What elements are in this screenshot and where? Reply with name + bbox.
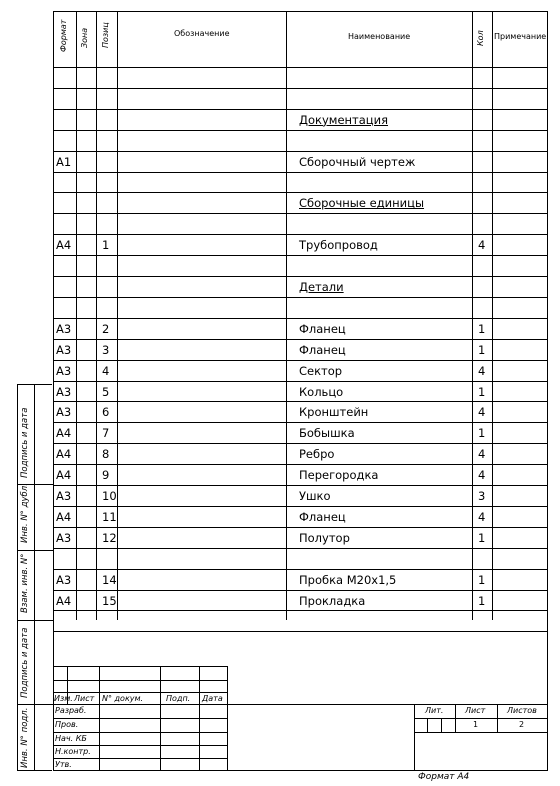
col-divider-pos	[117, 11, 118, 620]
row-quantity: 4	[478, 509, 486, 524]
row-position: 9	[102, 468, 110, 483]
tb-sign: Подп.	[166, 694, 191, 703]
tb-row-line-4	[53, 758, 227, 759]
table-row-line	[53, 464, 548, 465]
table-row-line	[53, 109, 548, 110]
row-quantity: 1	[478, 530, 486, 545]
row-position: 12	[102, 530, 117, 545]
table-row-line	[53, 527, 548, 528]
row-quantity: 1	[478, 384, 486, 399]
binding-strip-divider	[34, 384, 35, 771]
tb-razrab: Разраб.	[55, 706, 87, 715]
row-quantity: 4	[478, 405, 486, 420]
tb-sheet: Лист	[465, 706, 486, 715]
table-row-line	[53, 401, 548, 402]
row-format: А3	[56, 405, 72, 420]
side-label-inv-dubl: Инв. N° дубл.	[20, 483, 30, 543]
table-row-line	[53, 548, 548, 549]
row-name: Ребро	[299, 447, 335, 462]
row-name: Прокладка	[299, 593, 366, 608]
row-format: А4	[56, 238, 72, 253]
row-name: Перегородка	[299, 468, 379, 483]
table-row-line	[53, 318, 548, 319]
tb-rev-line-3	[53, 692, 227, 693]
table-row-line	[53, 569, 548, 570]
table-row-line	[53, 192, 548, 193]
row-format: А3	[56, 321, 72, 336]
row-name: Фланец	[299, 321, 346, 336]
side-label-vzam-inv: Взам. инв. N°	[20, 553, 30, 613]
row-name: Трубопровод	[299, 238, 378, 253]
tb-izm: Изм.	[54, 694, 73, 703]
header-name: Наименование	[348, 32, 411, 41]
row-quantity: 1	[478, 342, 486, 357]
tb-col-list	[99, 666, 100, 771]
tb-list: Лист	[74, 694, 95, 703]
format-footer: Формат А4	[418, 772, 470, 782]
tb-right-col-2	[497, 704, 498, 732]
row-position: 6	[102, 405, 110, 420]
tb-col-doc	[160, 666, 161, 771]
row-quantity: 4	[478, 363, 486, 378]
table-row-line	[53, 88, 548, 89]
row-name: Полутор	[299, 530, 350, 545]
row-format: А3	[56, 489, 72, 503]
row-name: Сектор	[299, 363, 343, 378]
row-position: 10	[102, 489, 117, 503]
tb-right-col-1	[455, 704, 456, 732]
row-format: А3	[56, 363, 72, 378]
tb-utv: Утв.	[55, 760, 72, 769]
row-position: 2	[102, 321, 110, 336]
tb-row-line-3	[53, 745, 227, 746]
tb-lit-cell-1	[427, 718, 428, 732]
tb-col-date	[227, 666, 228, 771]
table-row-line	[53, 151, 548, 152]
header-qty: Кол	[476, 30, 485, 46]
table-row-line	[53, 590, 548, 591]
table-row-line	[53, 443, 548, 444]
binding-strip-line-3	[17, 620, 53, 621]
col-divider-name	[472, 11, 473, 620]
tb-doc-no: N° докум.	[102, 694, 144, 703]
row-format: А3	[56, 572, 72, 587]
binding-strip-line-4	[17, 704, 53, 705]
row-name: Кронштейн	[299, 405, 369, 420]
table-row-line	[53, 422, 548, 423]
row-position: 14	[102, 572, 117, 587]
row-name: Ушко	[299, 489, 331, 503]
header-note: Примечание	[494, 32, 547, 41]
table-row-line	[53, 255, 548, 256]
header-divider	[53, 67, 548, 68]
section-title: Сборочные единицы	[299, 196, 425, 211]
row-format: А3	[56, 342, 72, 357]
side-label-inv-podl: Инв. N° подл.	[20, 707, 30, 768]
row-format: А1	[56, 154, 72, 169]
row-position: 15	[102, 593, 117, 608]
row-format: А4	[56, 509, 72, 524]
side-label-sign-date-1: Подпись и дата	[20, 407, 30, 478]
col-divider-format	[76, 11, 77, 620]
side-label-sign-date-2: Подпись и дата	[20, 627, 30, 698]
col-divider-qty	[492, 11, 493, 620]
tb-n-kontr: Н.контр.	[55, 747, 91, 756]
tb-right-divider	[414, 704, 415, 771]
table-row-line	[53, 172, 548, 173]
tb-col-sign	[199, 666, 200, 771]
row-name: Фланец	[299, 509, 346, 524]
row-format: А4	[56, 426, 72, 441]
row-position: 1	[102, 238, 110, 253]
section-title: Детали	[299, 280, 344, 294]
row-quantity: 4	[478, 447, 486, 462]
row-quantity: 4	[478, 238, 486, 253]
tb-right-line-2	[414, 732, 548, 733]
tb-rev-line-1	[53, 666, 227, 667]
tb-sheets-total: 2	[519, 720, 525, 729]
row-position: 8	[102, 447, 110, 462]
table-row-line	[53, 631, 548, 632]
row-quantity: 1	[478, 572, 486, 587]
row-quantity: 3	[478, 489, 486, 503]
row-position: 3	[102, 342, 110, 357]
section-title: Документация	[299, 112, 389, 127]
row-quantity: 1	[478, 321, 486, 336]
row-position: 7	[102, 426, 110, 441]
table-row-line	[53, 213, 548, 214]
tb-sheet-no: 1	[473, 720, 479, 729]
tb-prov: Пров.	[55, 720, 79, 729]
row-name: Сборочный чертеж	[299, 154, 416, 169]
row-name: Бобышка	[299, 426, 355, 441]
tb-lit-cell-2	[441, 718, 442, 732]
row-format: А3	[56, 384, 72, 399]
table-row-line	[53, 234, 548, 235]
row-position: 4	[102, 363, 110, 378]
row-quantity: 4	[478, 468, 486, 483]
table-row-line	[53, 297, 548, 298]
row-quantity: 1	[478, 426, 486, 441]
title-block-top	[53, 704, 548, 705]
header-format: Формат	[59, 19, 68, 52]
row-position: 5	[102, 384, 110, 399]
tb-lit: Лит.	[425, 706, 444, 715]
col-divider-designation	[286, 11, 287, 620]
tb-row-line-2	[53, 732, 227, 733]
table-row-line	[53, 276, 548, 277]
header-pos: Позиц	[101, 22, 110, 48]
tb-rev-line-2	[53, 680, 227, 681]
binding-strip-line-2	[17, 550, 53, 551]
tb-date: Дата	[202, 694, 223, 703]
table-row-line	[53, 485, 548, 486]
row-format: А4	[56, 447, 72, 462]
tb-right-line-1	[414, 718, 548, 719]
tb-row-line-1	[53, 718, 227, 719]
row-quantity: 1	[478, 593, 486, 608]
row-position: 11	[102, 509, 117, 524]
row-format: А4	[56, 468, 72, 483]
header-zone: Зона	[80, 27, 89, 48]
table-row-line	[53, 506, 548, 507]
table-row-line	[53, 339, 548, 340]
row-format: А3	[56, 530, 72, 545]
row-format: А4	[56, 593, 72, 608]
tb-nach-kb: Нач. КБ	[55, 734, 87, 743]
table-row-line	[53, 130, 548, 131]
tb-sheets: Листов	[507, 706, 537, 715]
row-name: Кольцо	[299, 384, 344, 399]
table-row-line	[53, 360, 548, 361]
row-name: Фланец	[299, 342, 346, 357]
table-row-line	[53, 610, 548, 611]
table-row-line	[53, 381, 548, 382]
row-name: Пробка М20х1,5	[299, 572, 397, 587]
header-designation: Обозначение	[174, 29, 230, 38]
col-divider-zone	[96, 11, 97, 620]
